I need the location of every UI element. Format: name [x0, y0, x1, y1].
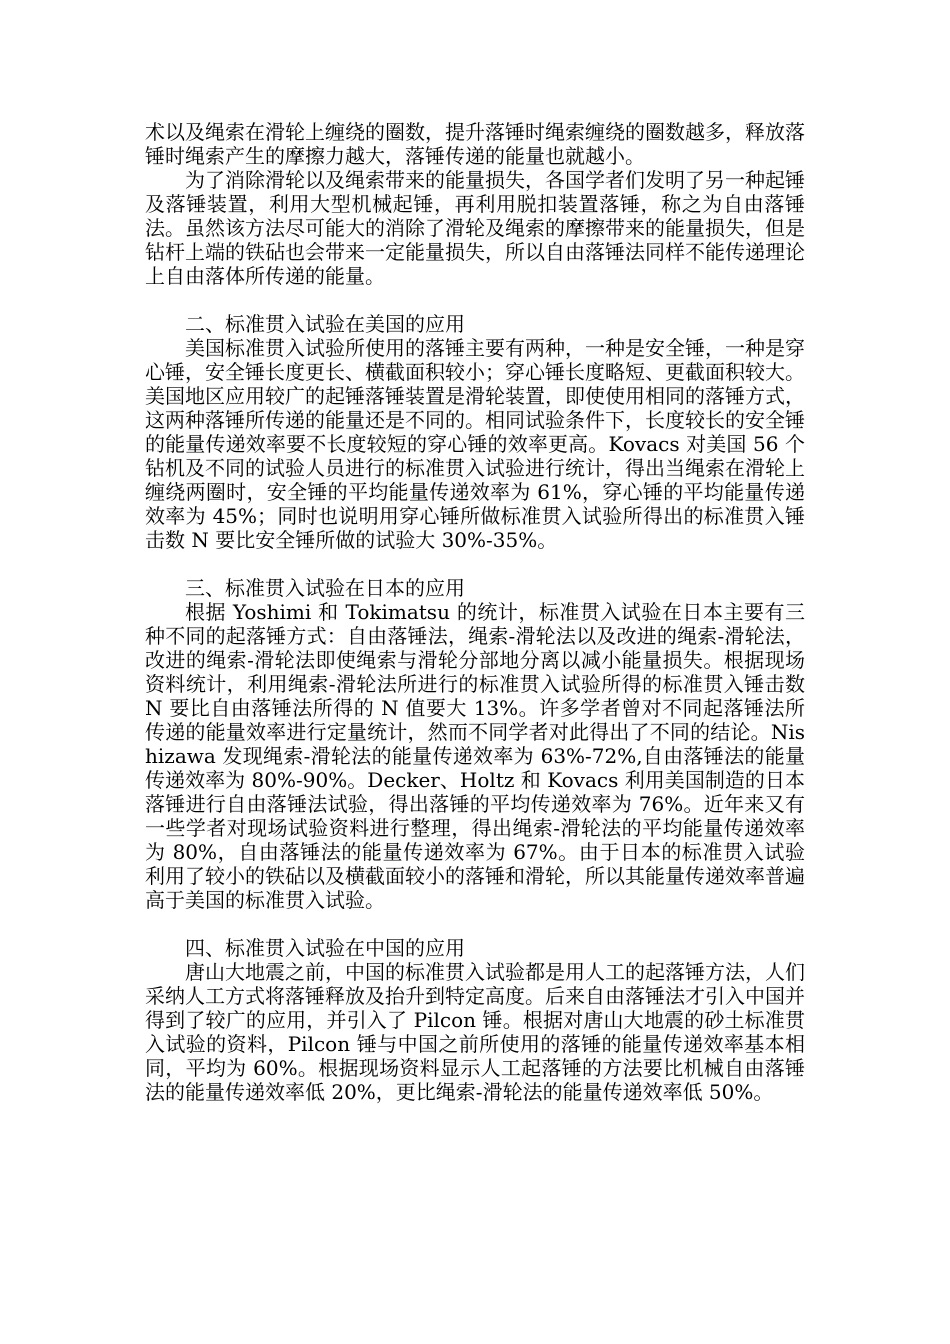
section-heading-china: 四、标准贯入试验在中国的应用 — [185, 936, 465, 960]
document-page — [145, 120, 805, 1104]
intro-paragraph-continued: 术以及绳索在滑轮上缠绕的圈数，提升落锤时绳索缠绕的圈数越多，释放落锤时绳索产生的摩擦力越大，落锤传递的能量也就越小。 — [145, 120, 805, 168]
section-heading-usa: 二、标准贯入试验在美国的应用 — [185, 312, 465, 336]
section-body-china: 唐山大地震之前，中国的标准贯入试验都是用人工的起落锤方法，人们采纳人工方式将落锤释放及抬升到特定高度。后来自由落锤法才引入中国并得到了较广的应用，并引入了 Pilcon 锤。根据对唐山大地震的砂土标准贯入试验的资料，Pilcon 锤与中国之前所使用的落锤的能量传递效率基本相同，平均为 60%。根据现场资料显示人工起落锤的方法要比机械自由落锤法的能量传递效率低 20%，更比绳索-滑轮法的能量传递效率低 50%。 — [145, 960, 805, 1104]
section-heading-japan: 三、标准贯入试验在日本的应用 — [185, 576, 465, 600]
intro-paragraph-free-fall: 为了消除滑轮以及绳索带来的能量损失，各国学者们发明了另一种起锤及落锤装置，利用大型机械起锤，再利用脱扣装置落锤，称之为自由落锤法。虽然该方法尽可能大的消除了滑轮及绳索的摩擦带来的能量损失，但是钻杆上端的铁砧也会带来一定能量损失，所以自由落锤法同样不能传递理论上自由落体所传递的能量。 — [145, 168, 805, 288]
section-body-usa: 美国标准贯入试验所使用的落锤主要有两种，一种是安全锤，一种是穿心锤，安全锤长度更长、横截面积较小；穿心锤长度略短、更截面积较大。美国地区应用较广的起锤落锤装置是滑轮装置，即使使用相同的落锤方式，这两种落锤所传递的能量还是不同的。相同试验条件下，长度较长的安全锤的能量传递效率要不长度较短的穿心锤的效率更高。Kovacs 对美国 56 个钻机及不同的试验人员进行的标准贯入试验进行统计，得出当绳索在滑轮上缠绕两圈时，安全锤的平均能量传递效率为 61%，穿心锤的平均能量传递效率为 45%；同时也说明用穿心锤所做标准贯入试验所得出的标准贯入锤击数 N 要比安全锤所做的试验大 30%-35%。 — [145, 336, 805, 552]
section-body-japan: 根据 Yoshimi 和 Tokimatsu 的统计，标准贯入试验在日本主要有三种不同的起落锤方式：自由落锤法，绳索-滑轮法以及改进的绳索-滑轮法，改进的绳索-滑轮法即使绳索与滑轮分部地分离以减小能量损失。根据现场资料统计，利用绳索-滑轮法所进行的标准贯入试验所得的标准贯入锤击数 N 要比自由落锤法所得的 N 值要大 13%。许多学者曾对不同起落锤法所传递的能量效率进行定量统计，然而不同学者对此得出了不同的结论。Nishizawa 发现绳索-滑轮法的能量传递效率为 63%-72%,自由落锤法的能量传递效率为 80%-90%。Decker、Holtz 和 Kovacs 利用美国制造的日本落锤进行自由落锤法试验，得出落锤的平均传递效率为 76%。近年来又有一些学者对现场试验资料进行整理，得出绳索-滑轮法的平均能量传递效率为 80%，自由落锤法的能量传递效率为 67%。由于日本的标准贯入试验利用了较小的铁砧以及横截面较小的落锤和滑轮，所以其能量传递效率普遍高于美国的标准贯入试验。 — [145, 600, 805, 912]
